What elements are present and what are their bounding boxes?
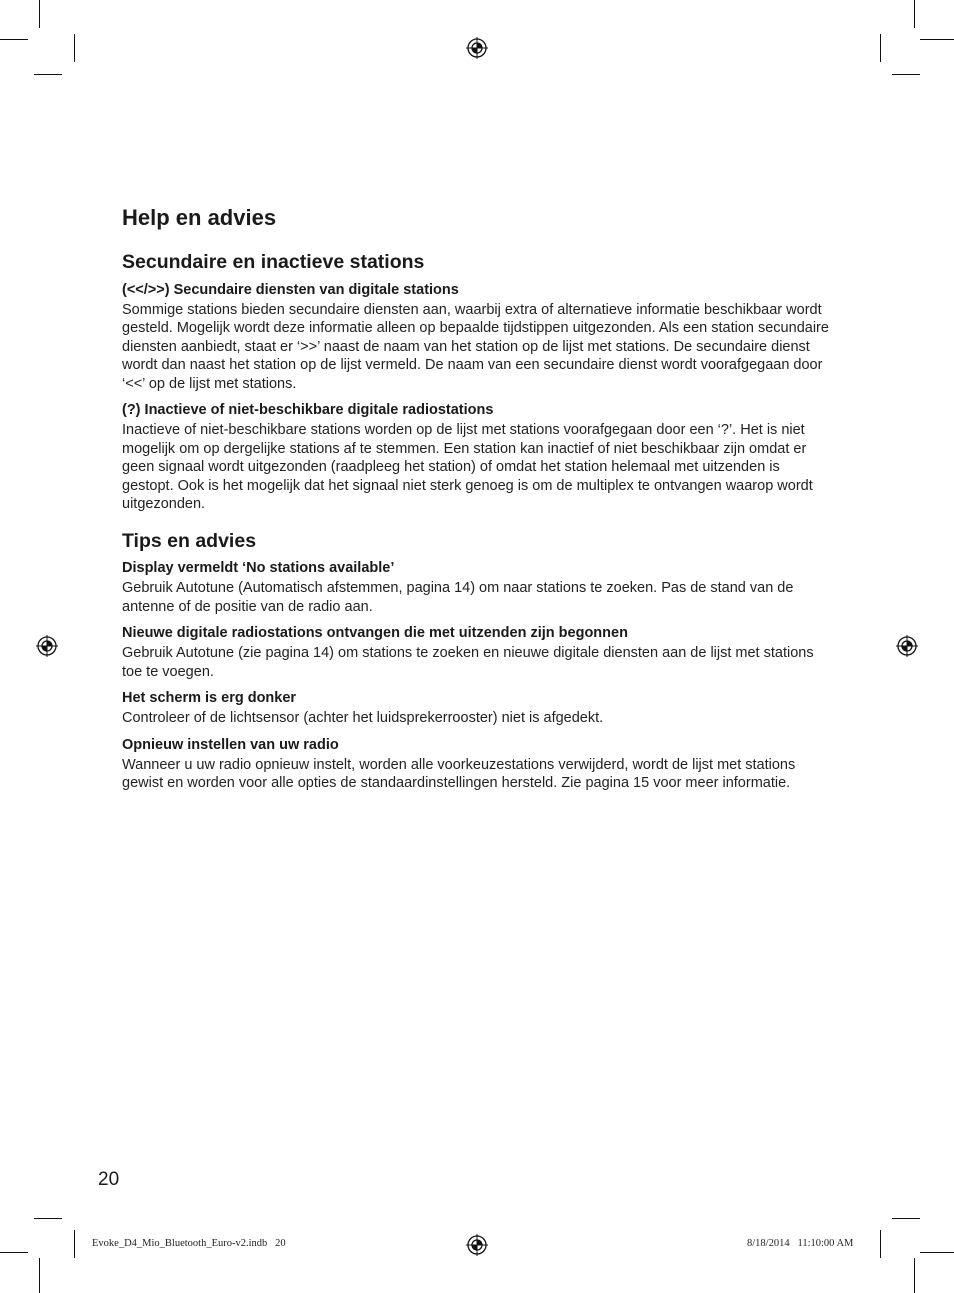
help-item-body: Controleer of de lichtsensor (achter het luidsprekerrooster) niet is afgedekt. — [122, 710, 604, 727]
help-item — [122, 689, 834, 728]
help-item-body: Gebruik Autotune (Automatisch afstemmen, pagina 14) om naar stations te zoeken. Pas de stand van de antenne of de positie van de radio aan. — [122, 580, 794, 615]
crop-mark-top-right-v — [914, 0, 915, 28]
page-number: 20 — [98, 1169, 120, 1190]
help-item — [122, 736, 834, 793]
help-item-title: Nieuwe digitale radiostations ontvangen die met uitzenden zijn begonnen — [122, 625, 628, 642]
crop-mark-top-right-h2 — [892, 74, 920, 75]
help-item-body: Wanneer u uw radio opnieuw instelt, worden alle voorkeuzestations verwijderd, wordt de lijst met stations gewist en worden voor alle opties de standaardinstellingen hersteld. Zie pagina 15 voor meer informatie. — [122, 756, 796, 792]
help-item-title: Display vermeldt ‘No stations available’ — [122, 560, 395, 577]
help-item-title: (<</>>) Secundaire diensten van digitale stations — [122, 281, 459, 298]
help-item — [122, 624, 834, 681]
page-title: Help en advies — [122, 205, 277, 230]
section-heading: Secundaire en inactieve stations — [122, 251, 425, 274]
crop-mark-bottom-left-h — [0, 1252, 28, 1253]
help-item — [122, 559, 834, 616]
footer-file-slug: Evoke_D4_Mio_Bluetooth_Euro-v2.indb 20 — [92, 1238, 286, 1249]
crop-mark-bottom-left-h2 — [34, 1218, 62, 1219]
crop-mark-bottom-right-v2 — [880, 1230, 881, 1258]
registration-target-icon — [896, 635, 918, 657]
help-item-title: (?) Inactieve of niet-beschikbare digitale radiostations — [122, 402, 494, 419]
crop-mark-bottom-left-v2 — [74, 1230, 75, 1258]
help-item-body: Sommige stations bieden secundaire diensten aan, waarbij extra of alternatieve informatie beschikbaar wordt gesteld. Mogelijk wordt deze informatie alleen op bepaalde tijdstippen uitgezonden. Als een station secundaire diensten aanbiedt, staat er ‘>>’ naast de naam van het station op de lijst met stations. De secundaire dienst wordt dan naast het station op de lijst vermeld. De naam van een secundaire dienst wordt voorafgegaan door ‘<<’ op de lijst met stations. — [122, 301, 829, 392]
help-item-body: Inactieve of niet-beschikbare stations worden op de lijst met stations voorafgegaan door een ‘?’. Het is niet mogelijk om op dergelijke stations af te stemmen. Een station kan inactief of niet beschikbaar zijn omdat er geen signaal wordt uitgezonden (raadpleeg het station) of omdat het station helemaal met uitzenden is gestopt. Ook is het mogelijk dat het signaal niet sterk genoeg is om de multiplex te ontvangen waarop wordt uitgezonden. — [122, 422, 813, 513]
crop-mark-bottom-right-h — [920, 1252, 954, 1253]
crop-mark-bottom-right-v — [914, 1258, 915, 1293]
help-item — [122, 281, 834, 394]
crop-mark-top-left-h — [0, 39, 28, 40]
crop-mark-top-left-v — [39, 0, 40, 28]
page-content — [122, 205, 834, 809]
crop-mark-top-right-h — [920, 39, 954, 40]
section-tips-advice — [122, 530, 834, 793]
section-secondary-inactive-stations — [122, 251, 834, 513]
crop-mark-top-right-v2 — [880, 34, 881, 62]
footer-timestamp: 8/18/2014 11:10:00 AM — [747, 1238, 854, 1249]
crop-mark-top-left-h2 — [34, 74, 62, 75]
help-item — [122, 401, 834, 514]
help-item-title: Opnieuw instellen van uw radio — [122, 736, 339, 753]
registration-target-icon — [466, 37, 488, 59]
help-item-body: Gebruik Autotune (zie pagina 14) om stations te zoeken en nieuwe digitale diensten aan de lijst met stations toe te voegen. — [122, 645, 814, 680]
registration-target-icon — [466, 1234, 488, 1256]
registration-target-icon — [36, 635, 58, 657]
help-item-title: Het scherm is erg donker — [122, 690, 297, 707]
crop-mark-top-left-v2 — [74, 34, 75, 62]
crop-mark-bottom-left-v — [39, 1258, 40, 1293]
section-heading: Tips en advies — [122, 529, 257, 552]
crop-mark-bottom-right-h2 — [892, 1218, 920, 1219]
